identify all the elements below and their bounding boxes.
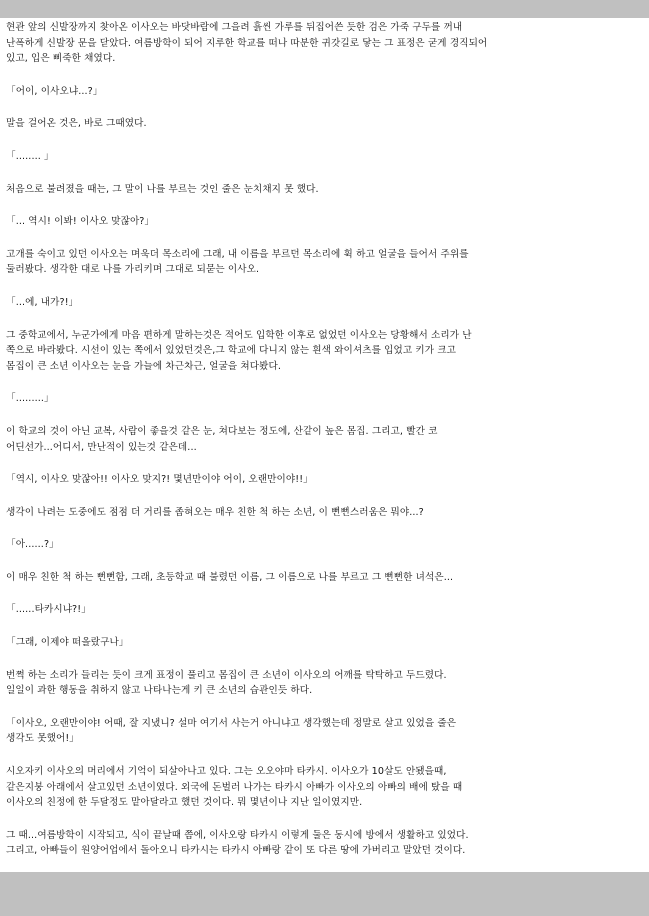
paragraph-gap [6,99,638,116]
text-line: 「이사오, 오랜만이야! 어때, 잘 지냈니? 설마 여기서 사는거 아니냐고 생각했는데 정말로 살고 있었을 줄은 [6,717,457,729]
paragraph [6,828,638,859]
paragraph-gap [6,811,638,828]
paragraph-gap [6,407,638,424]
paragraph [6,602,638,618]
paragraph-gap [6,67,638,84]
text-line: 이 학교의 것이 아닌 교복, 사람이 좋을것 같은 눈, 쳐다보는 정도에, 산같이 높은 몸집. 그리고, 빨간 코 [6,425,438,437]
paragraph-gap [6,553,638,570]
paragraph [6,668,638,699]
text-line: 「그래, 이제야 떠올랐구나」 [6,637,129,649]
paragraph [6,472,638,488]
text-line: 말을 걸어온 것은, 바로 그때였다. [6,118,147,130]
paragraph-gap [6,488,638,505]
paragraph-gap [6,520,638,537]
text-line: 있고, 입은 삐죽한 채였다. [6,53,116,65]
paragraph-gap [6,374,638,391]
text-line: 생각이 나려는 도중에도 점점 더 거리를 좁혀오는 매우 친한 척 하는 소년, 이 뻔뻔스러움은 뭐야...? [6,506,424,518]
paragraph [6,570,638,586]
paragraph-gap [6,278,638,295]
paragraph-gap [6,747,638,764]
text-line: 「......타카시냐?!」 [6,604,91,616]
text-line: 현관 앞의 신발장까지 찾아온 이사오는 바닷바람에 그을려 흙씬 가루를 뒤집어쓴 듯한 검은 가죽 구두를 꺼내 [6,22,463,33]
paragraph-gap [6,585,638,602]
text-line: 「역시, 이사오 맞잖아!! 이사오 맞지?! 몇년만이야 어이, 오랜만이야!!」 [6,474,313,486]
paragraph [6,537,638,553]
text-line: 생각도 못했어!」 [6,733,79,745]
paragraph-gap [6,311,638,328]
paragraph [6,84,638,100]
text-line: 번쩍 하는 소리가 들리는 듯이 크게 표정이 풀리고 몸집이 큰 소년이 이사오의 어깨를 탁탁하고 두드렸다. [6,669,447,681]
paragraph [6,247,638,278]
text-line: 그 중학교에서, 누군가에게 마음 편하게 말하는것은 적어도 입학한 이후로 없었던 이사오는 당황해서 소리가 난 [6,329,472,341]
text-line: 이 매우 친한 척 하는 뻔뻔함, 그래, 초등학교 때 불렸던 이름, 그 이름으로 나를 부르고 그 뻔뻔한 녀석은... [6,571,454,583]
text-line: 「어이, 이사오냐...?」 [6,85,103,97]
paragraph-gap [6,699,638,716]
paragraph [6,20,638,67]
text-line: 어딘선가...어디서, 만난적이 있는것 같은데... [6,441,197,453]
paragraph [6,716,638,747]
text-line: 「아......?」 [6,539,59,551]
text-line: 「...에, 내가?!」 [6,296,79,308]
paragraph [6,182,638,198]
paragraph [6,505,638,521]
paragraph [6,214,638,230]
paragraph-gap [6,455,638,472]
text-line: 몸집이 큰 소년 이사오는 눈을 가늘에 차근차근, 얼굴을 쳐다봤다. [6,360,282,372]
paragraph [6,764,638,811]
text-line: 그리고, 아빠들이 원양어업에서 돌아오니 타카시는 타카시 아빠랑 같이 또 다른 땅에 가버리고 말았던 것이다. [6,845,466,857]
text-line: 시오자키 이사오의 머리에서 기억이 되살아나고 있다. 그는 오오야마 타카시. 이사오가 10살도 안됐을때, [6,766,447,778]
paragraph [6,424,638,455]
top-margin-bar [0,0,649,18]
text-line: 같은지붕 아래에서 살고있던 소년이였다. 외국에 돈벌러 나가는 타카시 아빠가 이사오의 아빠의 배에 탔을 때 [6,781,463,793]
text-line: 둘러봤다. 생각한 대로 나를 가리키며 그대로 되묻는 이사오. [6,264,260,276]
text-line: 쪽으로 바라봤다. 시선이 있는 쪽에서 있었던것은,그 학교에 다니지 않는 흰색 와이셔츠를 입었고 키가 크고 [6,345,457,357]
text-line: 「........ 」 [6,150,54,162]
paragraph-gap [6,132,638,149]
paragraph [6,149,638,165]
document-page [6,20,638,859]
paragraph [6,116,638,132]
text-line: 그 때...여름방학이 시작되고, 식이 끝날때 쯤에, 이사오랑 타카시 이렇게 둘은 동시에 방에서 생활하고 있었다. [6,829,469,841]
paragraph [6,635,638,651]
text-line: 「... 역시! 이봐! 이사오 맞잖아?」 [6,216,155,228]
paragraph-gap [6,197,638,214]
text-line: 처음으로 불려졌을 때는, 그 말이 나를 부르는 것인 줄은 눈치채지 못 했다. [6,183,319,195]
paragraph-gap [6,618,638,635]
bottom-margin-bar [0,872,649,916]
text-line: 고개를 숙이고 있던 이사오는 며욱더 목소리에 그래, 내 이름을 부르던 목소리에 휙 하고 얼굴을 들어서 주위를 [6,248,469,260]
paragraph-gap [6,165,638,182]
text-line: 이사오의 친정에 한 두달정도 맡아달라고 했던 것이다. 뭐 몇년이나 지난 일이였지만. [6,797,363,809]
text-line: 「.........」 [6,393,54,405]
paragraph [6,328,638,375]
paragraph-gap [6,651,638,668]
paragraph [6,391,638,407]
text-line: 난폭하게 신발장 문을 닫았다. 여름방학이 되어 지루한 학교를 떠나 따분한 귀갓길로 닿는 그 표정은 굳게 경직되어 [6,37,488,49]
paragraph [6,295,638,311]
paragraph-gap [6,230,638,247]
text-line: 일일이 과한 행동을 취하지 않고 나타나는게 키 큰 소년의 습관인듯 하다. [6,685,313,697]
